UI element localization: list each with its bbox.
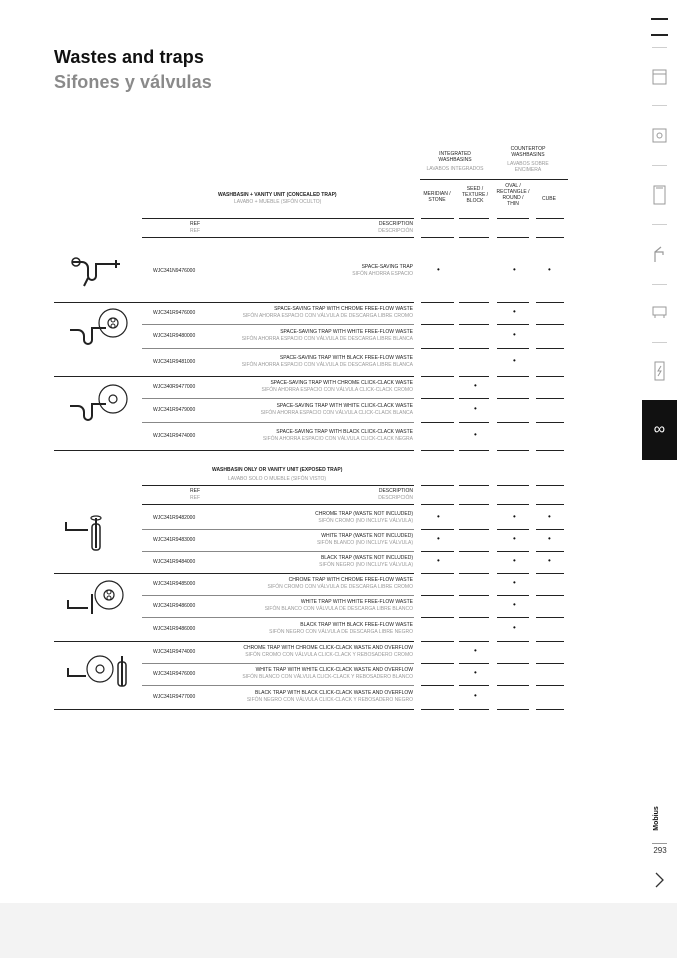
row-rule bbox=[54, 376, 414, 377]
compatibility-mark: • bbox=[513, 578, 516, 587]
reference-code: WJC341R9480000 bbox=[153, 333, 196, 339]
footer-band bbox=[0, 903, 677, 958]
column-rule bbox=[536, 348, 564, 349]
description-header: DESCRIPTION bbox=[378, 488, 413, 494]
header-bottom-rule bbox=[142, 504, 414, 505]
product-description: CHROME TRAP (WASTE NOT INCLUDED) bbox=[315, 511, 413, 517]
compatibility-mark: • bbox=[513, 534, 516, 543]
reference-code: WJC341R9486000 bbox=[153, 603, 196, 609]
page-number-divider bbox=[652, 843, 667, 844]
product-description: SPACE-SAVING TRAP WITH WHITE FREE-FLOW WASTE bbox=[280, 329, 413, 335]
reference-code: WJC341N9476000 bbox=[153, 268, 196, 274]
compatibility-mark: • bbox=[437, 534, 440, 543]
reference-code: WJC341R9477000 bbox=[153, 694, 196, 700]
product-description-es: SIFÓN NEGRO CON VÁLVULA CLICK-CLACK Y REBOSADERO NEGRO bbox=[246, 697, 413, 703]
column-oval: OVAL / RECTANGLE / ROUND / THIN bbox=[496, 183, 530, 207]
brand-label: Mobius bbox=[652, 806, 660, 831]
column-rule bbox=[421, 663, 454, 664]
column-rule bbox=[459, 422, 489, 423]
column-rule bbox=[459, 302, 489, 303]
column-rule bbox=[497, 709, 529, 710]
row-rule bbox=[142, 398, 414, 399]
ref-header-es: REF bbox=[190, 228, 200, 234]
reference-code: WJC341R9484000 bbox=[153, 559, 196, 565]
compatibility-mark: • bbox=[474, 646, 477, 655]
column-rule bbox=[497, 529, 529, 530]
column-rule bbox=[497, 595, 529, 596]
column-rule bbox=[536, 551, 564, 552]
section1-title-es: LAVABO + MUEBLE (SIFÓN OCULTO) bbox=[234, 199, 322, 205]
product-description: WHITE TRAP WITH WHITE CLICK-CLACK WASTE AND OVERFLOW bbox=[255, 667, 413, 673]
product-description-es: SIFÓN CROMO (NO INCLUYE VÁLVULA) bbox=[318, 518, 413, 524]
faucet-icon[interactable] bbox=[651, 244, 668, 264]
product-description: CHROME TRAP WITH CHROME FREE-FLOW WASTE bbox=[288, 577, 413, 583]
column-rule bbox=[536, 617, 564, 618]
product-image-bottle-trap-clickclack bbox=[64, 652, 134, 692]
column-rule bbox=[421, 324, 454, 325]
product-description-es: SIFÓN AHORRA ESPACIO CON VÁLVULA CLICK-CLACK CROMO bbox=[261, 387, 413, 393]
column-rule bbox=[497, 641, 529, 642]
product-description: SPACE-SAVING TRAP WITH BLACK CLICK-CLACK WASTE bbox=[276, 429, 413, 435]
reference-code: WJC341R9476000 bbox=[153, 671, 196, 677]
row-rule bbox=[54, 302, 414, 303]
washbasin-icon[interactable] bbox=[651, 66, 668, 86]
header-top-rule bbox=[142, 218, 414, 219]
column-meridian: MERIDIAN / STONE bbox=[423, 191, 451, 203]
group-rule bbox=[420, 179, 568, 180]
header-top-rule bbox=[142, 485, 414, 486]
column-rule bbox=[497, 617, 529, 618]
description-header-es: DESCRIPCIÓN bbox=[378, 228, 413, 234]
product-description-es: SIFÓN AHORRA ESPACIO CON VÁLVULA CLICK-CLACK NEGRA bbox=[262, 436, 413, 442]
compatibility-mark: • bbox=[513, 623, 516, 632]
column-rule bbox=[536, 324, 564, 325]
column-rule bbox=[421, 348, 454, 349]
product-image-space-saving-trap-clickclack bbox=[66, 382, 130, 422]
product-description: SPACE-SAVING TRAP bbox=[361, 264, 413, 270]
row-rule bbox=[142, 685, 414, 686]
column-rule bbox=[421, 450, 454, 451]
row-rule bbox=[142, 595, 414, 596]
column-rule bbox=[497, 302, 529, 303]
column-rule bbox=[421, 504, 454, 505]
product-description: BLACK TRAP (WASTE NOT INCLUDED) bbox=[320, 555, 413, 561]
reference-code: WJC341R9474000 bbox=[153, 433, 196, 439]
group-integrated-header: INTEGRATED WASHBASINS bbox=[438, 151, 472, 163]
product-description-es: SIFÓN NEGRO CON VÁLVULA DE DESCARGA LIBRE NEGRO bbox=[269, 629, 413, 635]
product-description-es: SIFÓN AHORRA ESPACIO bbox=[352, 271, 413, 277]
column-rule bbox=[459, 595, 489, 596]
sidebar-item-wastes-active[interactable]: ∞ bbox=[642, 400, 677, 460]
column-rule bbox=[497, 398, 529, 399]
group-countertop-header: COUNTERTOP WASHBASINS bbox=[510, 146, 546, 158]
page-subtitle: Sifones y válvulas bbox=[54, 72, 212, 92]
chevron-right-icon[interactable] bbox=[652, 870, 667, 890]
product-description: SPACE-SAVING TRAP WITH BLACK FREE-FLOW WASTE bbox=[279, 355, 413, 361]
column-rule bbox=[459, 348, 489, 349]
product-description: SPACE-SAVING TRAP WITH CHROME CLICK-CLACK WASTE bbox=[270, 380, 413, 386]
row-rule bbox=[142, 617, 414, 618]
sidebar-divider bbox=[652, 105, 667, 106]
column-rule bbox=[421, 529, 454, 530]
column-rule bbox=[459, 663, 489, 664]
compatibility-mark: • bbox=[474, 668, 477, 677]
section2-title-es: LAVABO SOLO O MUEBLE (SIFÓN VISTO) bbox=[228, 476, 327, 482]
group-integrated-header-es: LAVABOS INTEGRADOS bbox=[426, 166, 484, 172]
compatibility-mark: • bbox=[548, 265, 551, 274]
lighting-icon[interactable] bbox=[651, 361, 668, 381]
compatibility-mark: • bbox=[548, 534, 551, 543]
column-rule bbox=[536, 641, 564, 642]
section2-title: WASHBASIN ONLY OR VANITY UNIT (EXPOSED TRAP) bbox=[212, 467, 343, 473]
mirror-icon[interactable] bbox=[651, 185, 668, 205]
row-rule bbox=[142, 529, 414, 530]
cabinet-icon[interactable] bbox=[651, 125, 668, 145]
column-rule bbox=[459, 529, 489, 530]
compatibility-mark: • bbox=[437, 556, 440, 565]
column-rule bbox=[536, 237, 564, 238]
compatibility-mark: • bbox=[474, 430, 477, 439]
column-rule bbox=[497, 573, 529, 574]
column-rule bbox=[459, 237, 489, 238]
reference-code: WJC341R9486000 bbox=[153, 626, 196, 632]
sidebar bbox=[642, 0, 677, 903]
compatibility-mark: • bbox=[437, 265, 440, 274]
column-rule bbox=[536, 504, 564, 505]
compatibility-mark: • bbox=[548, 556, 551, 565]
product-description-es: SIFÓN AHORRA ESPACIO CON VÁLVULA DE DESCARGA LIBRE BLANCA bbox=[241, 336, 413, 342]
row-rule bbox=[142, 422, 414, 423]
group-countertop-header-es: LAVABOS SOBRE ENCIMERA bbox=[507, 161, 549, 173]
description-header-es: DESCRIPCIÓN bbox=[378, 495, 413, 501]
column-rule bbox=[421, 302, 454, 303]
column-rule bbox=[421, 551, 454, 552]
compatibility-mark: • bbox=[474, 691, 477, 700]
column-rule bbox=[421, 422, 454, 423]
reference-code: WJC340R9477000 bbox=[153, 384, 196, 390]
column-rule bbox=[536, 376, 564, 377]
compatibility-mark: • bbox=[513, 556, 516, 565]
compatibility-mark: • bbox=[474, 404, 477, 413]
sidebar-divider bbox=[652, 284, 667, 285]
reference-code: WJC341R9481000 bbox=[153, 359, 196, 365]
product-description-es: SIFÓN NEGRO (NO INCLUYE VÁLVULA) bbox=[319, 562, 413, 568]
compatibility-mark: • bbox=[513, 330, 516, 339]
column-rule bbox=[421, 709, 454, 710]
description-header: DESCRIPTION bbox=[378, 221, 413, 227]
column-rule bbox=[421, 398, 454, 399]
page-title: Wastes and traps bbox=[54, 47, 204, 67]
header-bottom-rule bbox=[142, 237, 414, 238]
column-rule bbox=[421, 595, 454, 596]
column-cube: CUBE bbox=[542, 196, 556, 202]
column-rule bbox=[459, 376, 489, 377]
column-rule bbox=[421, 641, 454, 642]
product-image-bottle-trap bbox=[62, 514, 112, 554]
column-rule bbox=[459, 573, 489, 574]
column-rule bbox=[497, 551, 529, 552]
column-rule bbox=[497, 237, 529, 238]
reference-code: WJC341R9474000 bbox=[153, 649, 196, 655]
column-rule bbox=[497, 450, 529, 451]
row-rule bbox=[142, 324, 414, 325]
reference-code: WJC341R9483000 bbox=[153, 537, 196, 543]
column-rule bbox=[459, 398, 489, 399]
column-rule bbox=[497, 504, 529, 505]
reference-code: WJC341R9485000 bbox=[153, 581, 196, 587]
column-rule bbox=[497, 348, 529, 349]
column-rule bbox=[536, 450, 564, 451]
row-rule bbox=[54, 573, 414, 574]
column-rule bbox=[421, 237, 454, 238]
column-rule bbox=[459, 450, 489, 451]
column-rule bbox=[536, 663, 564, 664]
column-rule bbox=[536, 485, 564, 486]
column-rule bbox=[536, 529, 564, 530]
sidebar-divider bbox=[652, 224, 667, 225]
column-rule bbox=[536, 573, 564, 574]
column-rule bbox=[421, 485, 454, 486]
product-description-es: SIFÓN CROMO CON VÁLVULA CLICK-CLACK Y REBOSADERO CROMO bbox=[245, 652, 413, 658]
column-rule bbox=[536, 422, 564, 423]
column-rule bbox=[421, 218, 454, 219]
column-rule bbox=[421, 617, 454, 618]
product-description: BLACK TRAP WITH BLACK FREE-FLOW WASTE bbox=[300, 622, 413, 628]
product-description-es: SIFÓN AHORRA ESPACIO CON VÁLVULA CLICK-CLACK BLANCA bbox=[260, 410, 413, 416]
shelf-icon[interactable] bbox=[651, 302, 668, 322]
column-rule bbox=[459, 551, 489, 552]
reference-code: WJC341R9482000 bbox=[153, 515, 196, 521]
reference-code: WJC341R9479000 bbox=[153, 407, 196, 413]
compatibility-mark: • bbox=[513, 265, 516, 274]
product-description: SPACE-SAVING TRAP WITH CHROME FREE-FLOW WASTE bbox=[274, 306, 413, 312]
ref-header: REF bbox=[190, 488, 200, 494]
sidebar-divider bbox=[652, 47, 667, 48]
column-rule bbox=[497, 376, 529, 377]
product-description-es: SIFÓN CROMO CON VÁLVULA DE DESCARGA LIBRE CROMO bbox=[267, 584, 413, 590]
column-rule bbox=[459, 218, 489, 219]
compatibility-mark: • bbox=[437, 512, 440, 521]
compatibility-mark: • bbox=[513, 356, 516, 365]
product-description: SPACE-SAVING TRAP WITH WHITE CLICK-CLACK WASTE bbox=[276, 403, 413, 409]
column-rule bbox=[536, 218, 564, 219]
menu-icon[interactable] bbox=[651, 18, 668, 36]
column-rule bbox=[497, 324, 529, 325]
row-rule bbox=[54, 641, 414, 642]
ref-header-es: REF bbox=[190, 495, 200, 501]
row-rule bbox=[142, 551, 414, 552]
product-description: WHITE TRAP WITH WHITE FREE-FLOW WASTE bbox=[300, 599, 413, 605]
product-description-es: SIFÓN BLANCO (NO INCLUYE VÁLVULA) bbox=[316, 540, 413, 546]
row-rule bbox=[54, 709, 414, 710]
ref-header: REF bbox=[190, 221, 200, 227]
product-description: BLACK TRAP WITH BLACK CLICK-CLACK WASTE AND OVERFLOW bbox=[255, 690, 413, 696]
row-rule bbox=[54, 450, 414, 451]
product-image-space-saving-trap-freeflow bbox=[66, 306, 130, 346]
column-rule bbox=[459, 641, 489, 642]
product-description: WHITE TRAP (WASTE NOT INCLUDED) bbox=[321, 533, 413, 539]
product-image-bottle-trap-freeflow bbox=[64, 578, 128, 618]
compatibility-mark: • bbox=[513, 600, 516, 609]
column-rule bbox=[536, 398, 564, 399]
compatibility-mark: • bbox=[548, 512, 551, 521]
compatibility-mark: • bbox=[513, 512, 516, 521]
product-description-es: SIFÓN AHORRA ESPACIO CON VÁLVULA DE DESCARGA LIBRE CROMO bbox=[242, 313, 413, 319]
column-rule bbox=[459, 709, 489, 710]
column-rule bbox=[459, 485, 489, 486]
sidebar-divider bbox=[652, 342, 667, 343]
product-description-es: SIFÓN AHORRA ESPACIO CON VÁLVULA DE DESCARGA LIBRE BLANCA bbox=[241, 362, 413, 368]
column-rule bbox=[497, 685, 529, 686]
column-rule bbox=[497, 218, 529, 219]
column-rule bbox=[536, 709, 564, 710]
column-rule bbox=[459, 324, 489, 325]
section1-title: WASHBASIN + VANITY UNIT (CONCEALED TRAP) bbox=[218, 192, 337, 198]
column-rule bbox=[459, 504, 489, 505]
compatibility-mark: • bbox=[513, 307, 516, 316]
product-description-es: SIFÓN BLANCO CON VÁLVULA DE DESCARGA LIBRE BLANCO bbox=[264, 606, 413, 612]
column-rule bbox=[536, 302, 564, 303]
compatibility-mark: • bbox=[474, 381, 477, 390]
column-rule bbox=[459, 617, 489, 618]
column-rule bbox=[536, 685, 564, 686]
column-rule bbox=[497, 485, 529, 486]
column-seed: SEED / TEXTURE / BLOCK bbox=[461, 186, 489, 204]
column-rule bbox=[421, 573, 454, 574]
sidebar-divider bbox=[652, 165, 667, 166]
product-description: CHROME TRAP WITH CHROME CLICK-CLACK WASTE AND OVERFLOW bbox=[243, 645, 413, 651]
column-rule bbox=[497, 422, 529, 423]
row-rule bbox=[142, 348, 414, 349]
product-image-space-saving-trap bbox=[68, 250, 128, 290]
column-rule bbox=[421, 376, 454, 377]
column-rule bbox=[536, 595, 564, 596]
column-rule bbox=[497, 663, 529, 664]
column-rule bbox=[459, 685, 489, 686]
product-description-es: SIFÓN BLANCO CON VÁLVULA CLICK-CLACK Y REBOSADERO BLANCO bbox=[242, 674, 413, 680]
column-rule bbox=[421, 685, 454, 686]
page-number: 293 bbox=[653, 846, 667, 855]
row-rule bbox=[142, 663, 414, 664]
reference-code: WJC341R9476000 bbox=[153, 310, 196, 316]
